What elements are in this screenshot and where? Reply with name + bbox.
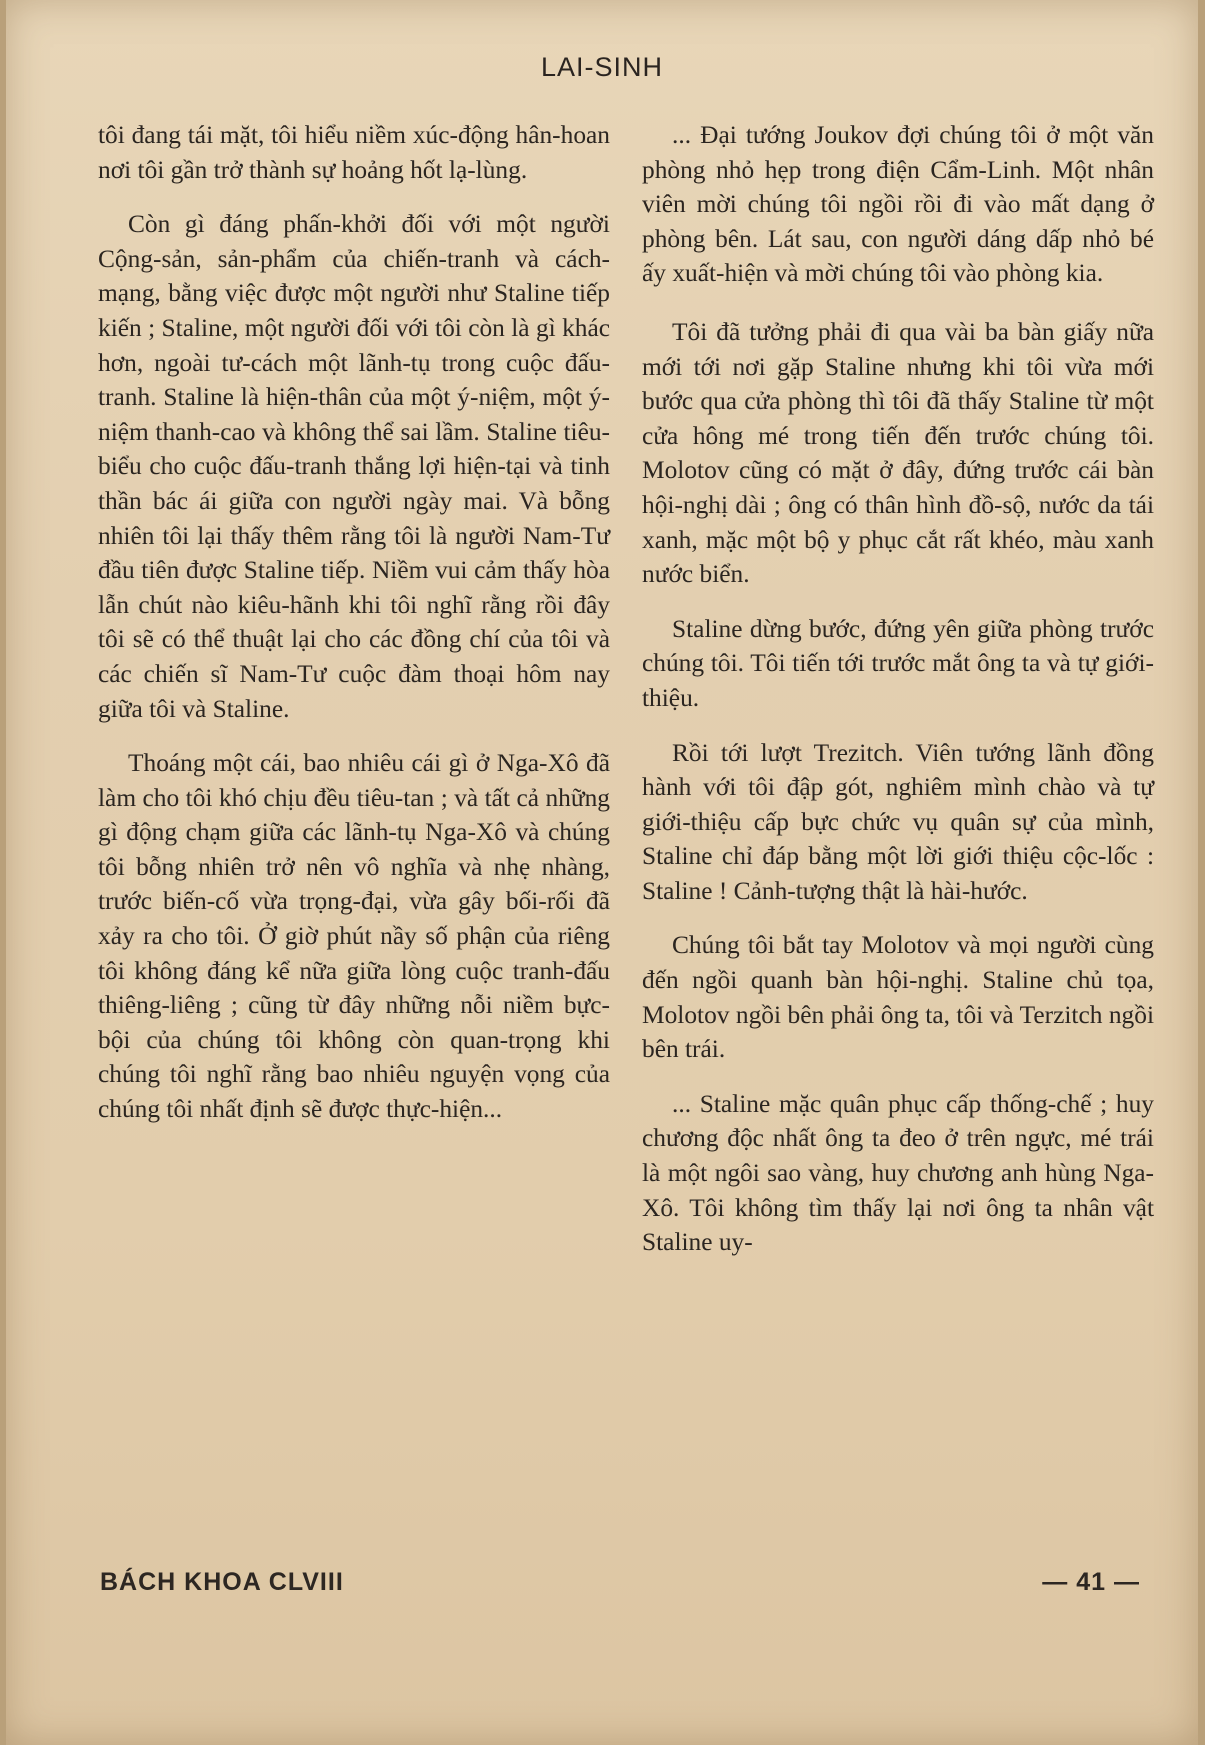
paragraph: tôi đang tái mặt, tôi hiểu niềm xúc-động hân-hoan nơi tôi gần trở thành sự hoảng hốt lạ-lùng.	[98, 121, 610, 184]
paragraph: Staline dừng bước, đứng yên giữa phòng trước chúng tôi. Tôi tiến tới trước mắt ông ta và tự giới-thiệu.	[642, 614, 1154, 712]
paragraph: Còn gì đáng phấn-khởi đối với một người Cộng-sản, sản-phẩm của chiến-tranh và cách-mạng, bằng việc được một người như Staline tiếp kiến ; Staline, một người đối với tôi còn là gì khác hơn, ngoài tư-cách một lãnh-tụ trong cuộc đấu-tranh. Staline là hiện-thân của một ý-niệm, một ý-niệm thanh-cao và không thể sai lầm. Staline tiêu-biểu cho cuộc đấu-tranh thắng lợi hiện-tại và tinh thần bác ái giữa con người ngày mai. Và bỗng nhiên tôi lại thấy thêm rằng tôi là người Nam-Tư đầu tiên được Staline tiếp. Niềm vui cảm thấy hòa lẫn chút nào kiêu-hãnh khi tôi nghĩ rằng rồi đây tôi sẽ có thể thuật lại cho các đồng chí của tôi và các chiến sĩ Nam-Tư cuộc đàm thoại hôm nay giữa tôi và Staline.	[98, 210, 610, 723]
left-text-column	[98, 118, 610, 1147]
publication-footer: BÁCH KHOA CLVIII	[100, 1568, 344, 1596]
paragraph: ... Đại tướng Joukov đợi chúng tôi ở một văn phòng nhỏ hẹp trong điện Cẩm-Linh. Một nhân viên mời chúng tôi ngồi rồi đi vào mất dạng ở phòng bên. Lát sau, con người dáng dấp nhỏ bé ấy xuất-hiện và mời chúng tôi vào phòng kia.	[642, 121, 1154, 288]
paragraph: Rồi tới lượt Trezitch. Viên tướng lãnh đồng hành với tôi đập gót, nghiêm mình chào và tự giới-thiệu cấp bực chức vụ quân sự của mình, Staline chỉ đáp bằng một lời giới thiệu cộc-lốc : Staline ! Cảnh-tượng thật là hài-hước.	[642, 738, 1154, 905]
running-title: LAI-SINH	[540, 52, 664, 82]
paragraph: Tôi đã tưởng phải đi qua vài ba bàn giấy nữa mới tới nơi gặp Staline nhưng khi tôi vừa mới bước qua cửa phòng thì tôi đã thấy Staline từ một cửa hông mé trong tiến đến trước chúng tôi. Molotov cũng có mặt ở đây, đứng trước cái bàn hội-nghị dài ; ông có thân hình đồ-sộ, nước da tái xanh, mặc một bộ y phục cắt rất khéo, màu xanh nước biển.	[642, 317, 1154, 589]
paragraph: Thoáng một cái, bao nhiêu cái gì ở Nga-Xô đã làm cho tôi khó chịu đều tiêu-tan ; và tất cả những gì động chạm giữa các lãnh-tụ Nga-Xô và chúng tôi bỗng nhiên trở nên vô nghĩa và nhẹ nhàng, trước biến-cố vừa trọng-đại, vừa gây bối-rối đã xảy ra cho tôi. Ở giờ phút nầy số phận của riêng tôi không đáng kể nữa giữa lòng cuộc tranh-đấu thiêng-liêng ; cũng từ đây những nỗi niềm bực-bội của chúng tôi không còn quan-trọng khi chúng tôi nghĩ rằng bao nhiêu nguyện vọng của chúng tôi nhất định sẽ được thực-hiện...	[98, 749, 610, 1124]
paragraph: Chúng tôi bắt tay Molotov và mọi người cùng đến ngồi quanh bàn hội-nghị. Staline chủ tọa, Molotov ngồi bên phải ông ta, tôi và Terzitch ngồi bên trái.	[642, 931, 1154, 1064]
right-text-column	[642, 118, 1154, 1280]
paragraph: ... Staline mặc quân phục cấp thống-chế ; huy chương độc nhất ông ta đeo ở trên ngực, mé trái là một ngôi sao vàng, huy chương anh hùng Nga-Xô. Tôi không tìm thấy lại nơi ông ta nhân vật Staline uy-	[642, 1089, 1154, 1257]
page-number: — 41 —	[1042, 1568, 1140, 1596]
book-page	[6, 0, 1198, 1745]
